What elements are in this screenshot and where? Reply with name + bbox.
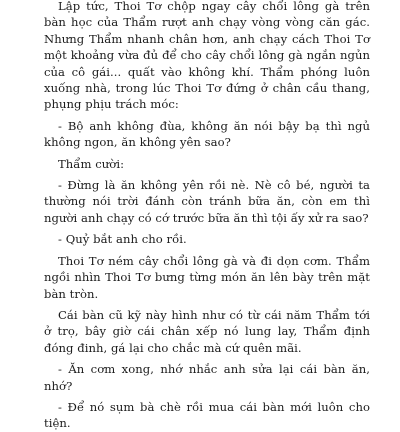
paragraph: Cái bàn cũ kỹ này hình như có từ cái năm Thẩm tới ở trọ, bây giờ cái chân xếp nó lung lay, Thẩm định đóng đinh, gá lại cho chắc mà cứ quên mãi. [44,307,370,355]
paragraph: Thoi Tơ ném cây chổi lông gà và đi dọn cơm. Thẩm ngồi nhìn Thoi Tơ bưng từng món ăn lên bày trên mặt bàn tròn. [44,253,370,301]
dialogue-line: - Quỷ bắt anh cho rồi. [58,232,187,247]
dialogue-line: - Đừng là ăn không yên rồi nè. Nè cô bé, người ta thường nói trời đánh còn tránh bữa ăn, còn em thì người anh chạy có cớ trước bữa ăn thì tội ấy xử ra sao? [44,178,370,225]
dialogue-line: - Để nó sụm bà chè rồi mua cái bàn mới luôn cho tiện. [44,399,370,431]
paragraph: Lập tức, Thoi Tơ chộp ngay cây chổi lông gà trên bàn học của Thẩm rượt anh chạy vòng vòng căn gác. Nhưng Thẩm nhanh chân hơn, anh chạy cách Thoi Tơ một khoảng vừa đủ để cho cây chổi lông gà ngắn ngủn của cô gái... quất vào không khí. Thẩm phóng luôn xuống nhà, trong lúc Thoi Tơ đứng ở chân cầu thang, phụng phịu trách móc: [44,0,370,112]
dialogue-line: - Ăn cơm xong, nhớ nhắc anh sửa lại cái bàn ăn, nhớ? [44,362,370,393]
page-body [44,0,370,432]
dialogue-line: - Bộ anh không đùa, không ăn nói bậy bạ thì ngủ không ngon, ăn không yên sao? [44,118,370,150]
paragraph: Thẩm cười: [58,156,125,171]
